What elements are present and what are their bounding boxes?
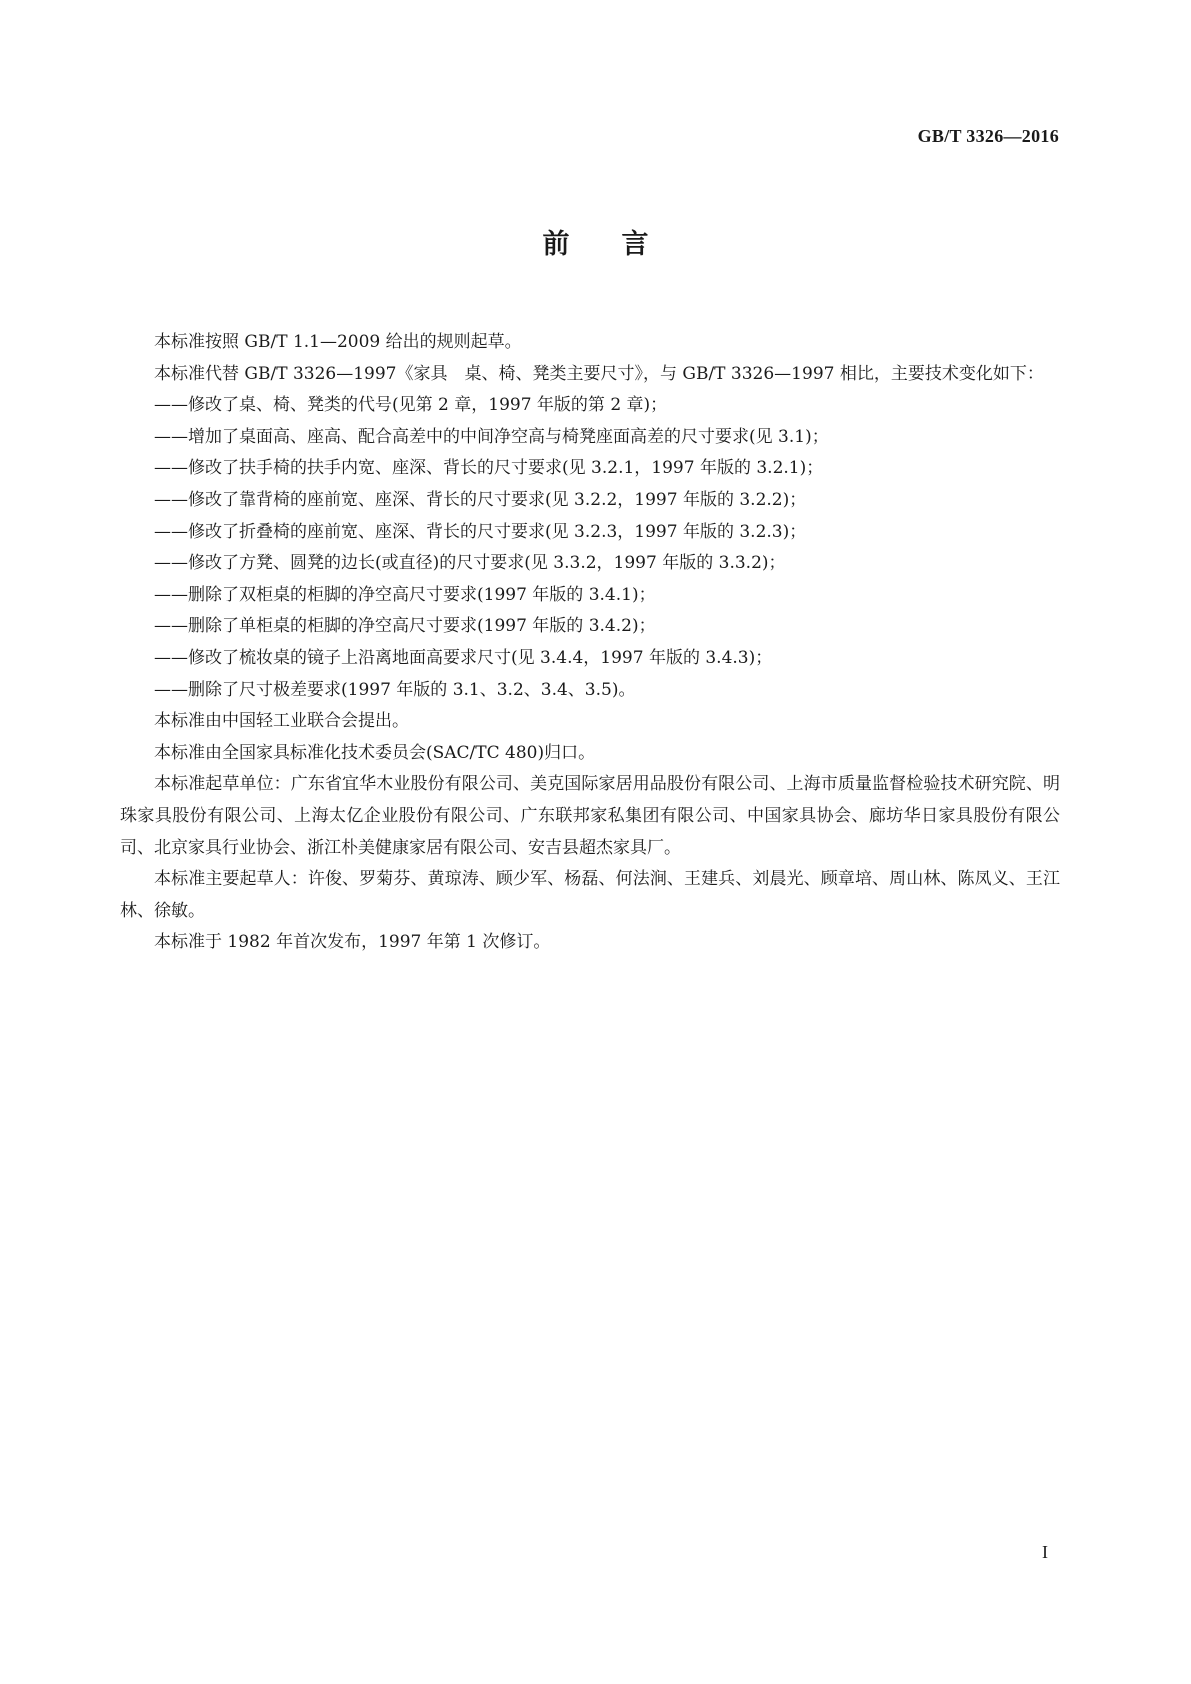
list-item: ——删除了单柜桌的柜脚的净空高尺寸要求(1997 年版的 3.4.2)；	[154, 616, 656, 637]
paragraph-history: 本标准于 1982 年首次发布，1997 年第 1 次修订。	[154, 932, 551, 953]
paragraph-drafting-units: 本标准起草单位：广东省宜华木业股份有限公司、美克国际家居用品股份有限公司、上海市质量监督检验技术研究院、明珠家具股份有限公司、上海太亿企业股份有限公司、广东联邦家私集团有限公司、中国家具协会、廊坊华日家具股份有限公司、北京家具行业协会、浙江朴美健康家居有限公司、安吉县超杰家具厂。	[120, 774, 1060, 858]
standard-number: GB/T 3326—2016	[917, 126, 1059, 146]
paragraph-administrator: 本标准由全国家具标准化技术委员会(SAC/TC 480)归口。	[154, 742, 596, 763]
list-item: ——修改了靠背椅的座前宽、座深、背长的尺寸要求(见 3.2.2，1997 年版的 3.2.2)；	[154, 489, 807, 510]
list-item: ——删除了双柜桌的柜脚的净空高尺寸要求(1997 年版的 3.4.1)；	[154, 584, 656, 605]
list-item: ——修改了扶手椅的扶手内宽、座深、背长的尺寸要求(见 3.2.1，1997 年版的 3.2.1)；	[154, 458, 824, 479]
list-item: ——修改了方凳、圆凳的边长(或直径)的尺寸要求(见 3.3.2，1997 年版的 3.3.2)；	[154, 553, 786, 574]
paragraph-drafting-rules: 本标准按照 GB/T 1.1—2009 给出的规则起草。	[154, 332, 522, 352]
paragraph-drafters: 本标准主要起草人：许俊、罗菊芬、黄琼涛、顾少军、杨磊、何法涧、王建兵、刘晨光、顾章培、周山林、陈凤义、王江林、徐敏。	[120, 869, 1060, 921]
list-item: ——删除了尺寸极差要求(1997 年版的 3.1、3.2、3.4、3.5)。	[154, 679, 636, 700]
page-number: I	[1042, 1542, 1048, 1562]
page-title: 前言	[542, 229, 701, 260]
list-item: ——增加了桌面高、座高、配合高差中的中间净空高与椅凳座面高差的尺寸要求(见 3.1)；	[154, 426, 829, 447]
list-item: ——修改了折叠椅的座前宽、座深、背长的尺寸要求(见 3.2.3，1997 年版的 3.2.3)；	[154, 521, 807, 542]
list-item: ——修改了梳妆桌的镜子上沿离地面高要求尺寸(见 3.4.4，1997 年版的 3.4.3)；	[154, 647, 773, 668]
paragraph-replacement: 本标准代替 GB/T 3326—1997《家具 桌、椅、凳类主要尺寸》，与 GB/T 3326—1997 相比，主要技术变化如下：	[154, 363, 1044, 384]
changes-list	[120, 390, 1060, 706]
foreword-body	[120, 327, 1060, 959]
paragraph-proposer: 本标准由中国轻工业联合会提出。	[154, 711, 409, 732]
list-item: ——修改了桌、椅、凳类的代号(见第 2 章，1997 年版的第 2 章)；	[154, 395, 668, 416]
